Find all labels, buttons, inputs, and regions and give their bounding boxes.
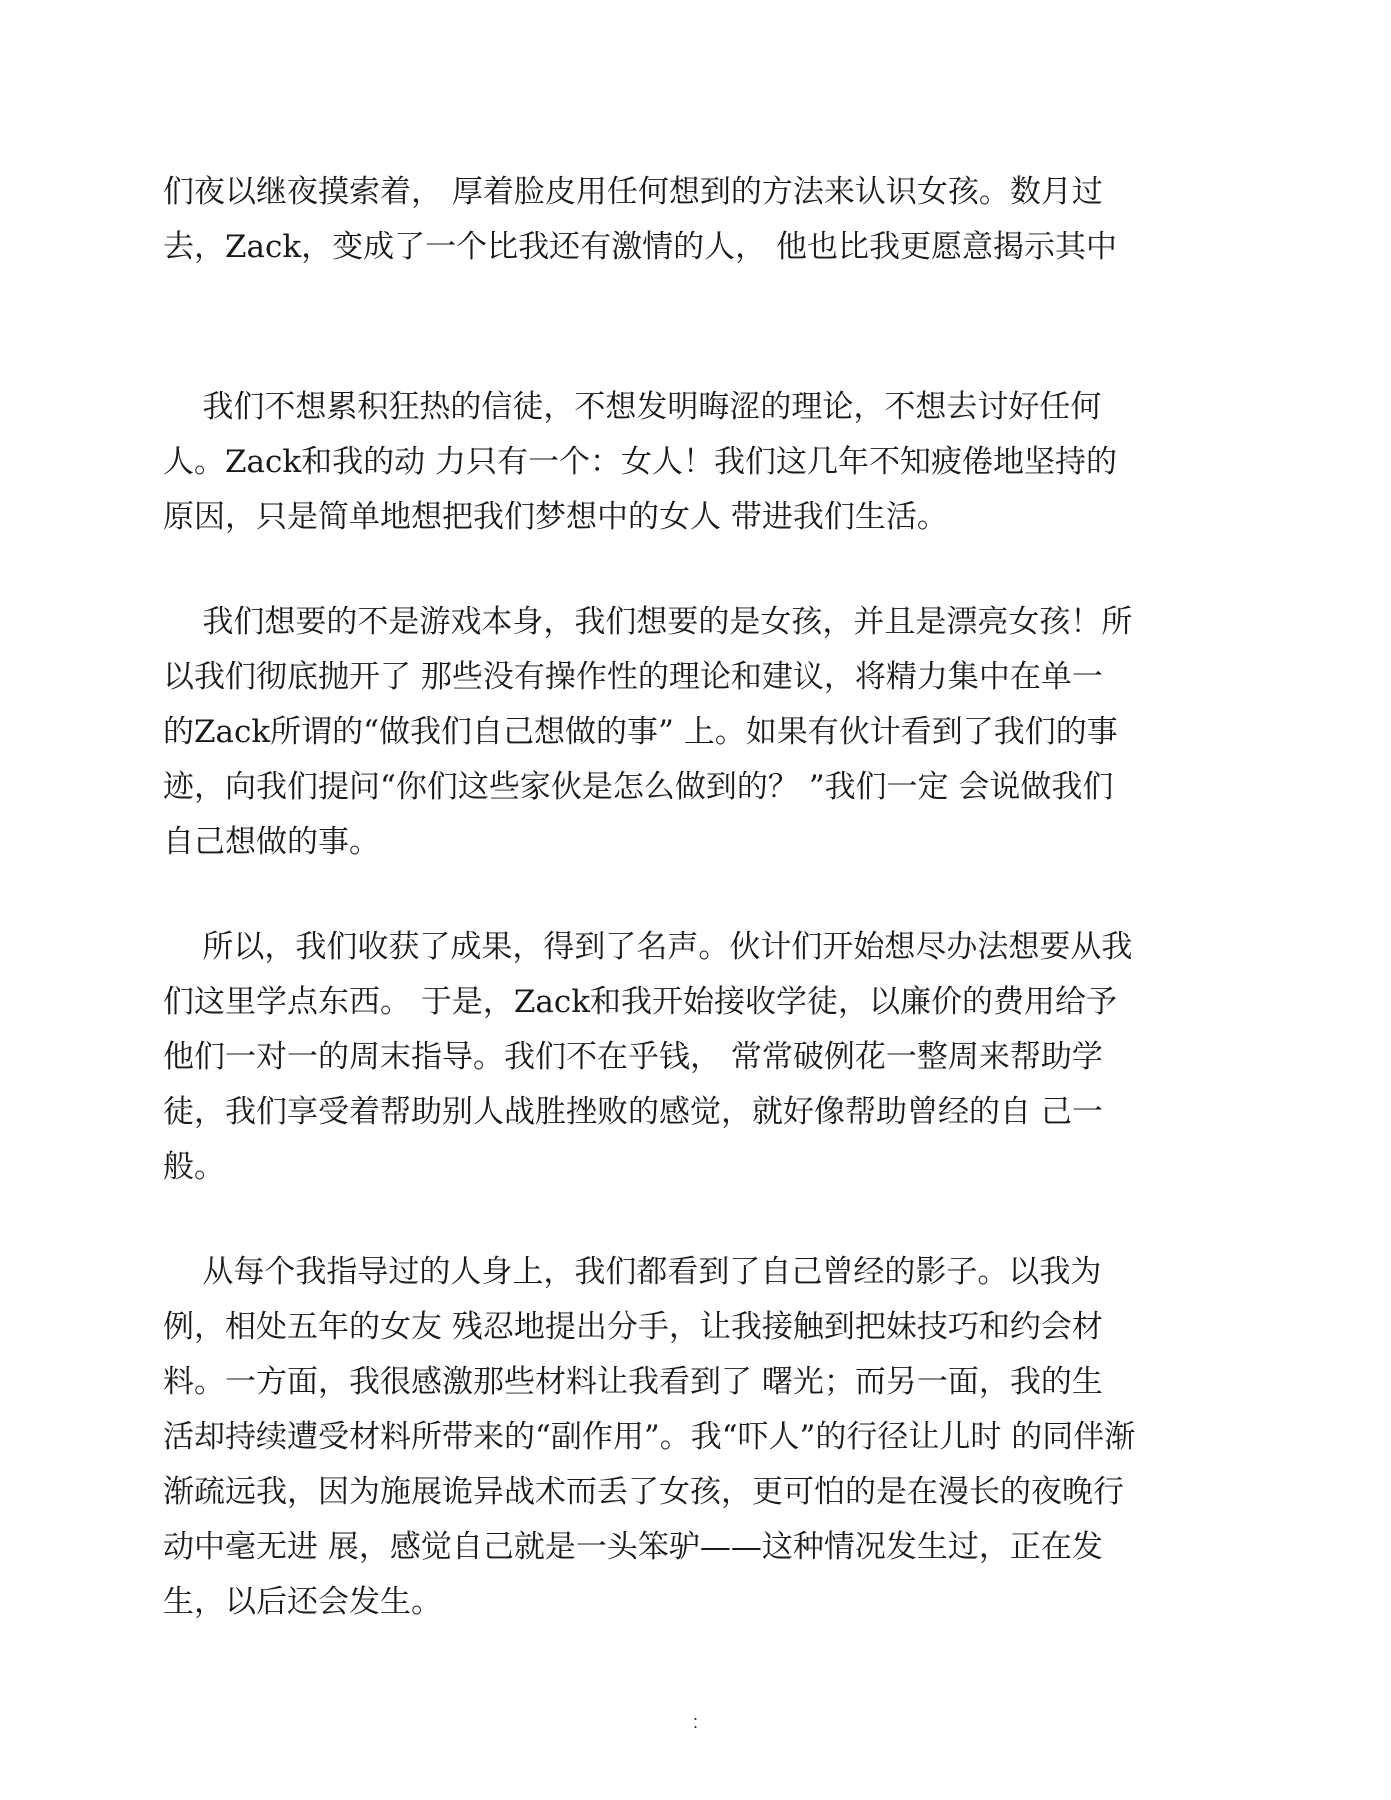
text-line: 般。 [163,1149,225,1185]
text-line: 人。Zack和我的动 力只有一个：女人！我们这几年不知疲倦地坚持的 [163,444,1118,480]
paragraph-5 [163,1245,1233,1630]
text-line: 迹，向我们提问“你们这些家伙是怎么做到的？ ”我们一定 会说做我们 [163,769,1114,805]
text-line: 渐疏远我，因为施展诡异战术而丢了女孩，更可怕的是在漫长的夜晚行 [163,1474,1124,1510]
paragraph-2 [163,380,1233,545]
page-footer-marker: : [692,1712,698,1732]
text-line: 料。一方面，我很感激那些材料让我看到了 曙光；而另一面，我的生 [163,1364,1103,1400]
text-line: 们这里学点东西。 于是，Zack和我开始接收学徒，以廉价的费用给予 [163,984,1118,1020]
paragraph-3 [163,595,1233,870]
text-line: 从每个我指导过的人身上，我们都看到了自己曾经的影子。以我为 [163,1254,1102,1290]
text-line: 动中毫无进 展，感觉自己就是一头笨驴——这种情况发生过，正在发 [163,1529,1103,1565]
paragraph-4 [163,920,1233,1195]
text-line: 以我们彻底抛开了 那些没有操作性的理论和建议，将精力集中在单一 [163,659,1103,695]
text-line: 去，Zack，变成了一个比我还有激情的人， 他也比我更愿意揭示其中 [163,229,1118,265]
text-line: 所以，我们收获了成果，得到了名声。伙计们开始想尽办法想要从我 [163,929,1133,965]
text-line: 自己想做的事。 [163,824,380,860]
text-line: 他们一对一的周末指导。我们不在乎钱， 常常破例花一整周来帮助学 [163,1039,1103,1075]
text-line: 例，相处五年的女友 残忍地提出分手，让我接触到把妹技巧和约会材 [163,1309,1103,1345]
document-body [163,165,1233,1630]
text-line: 活却持续遭受材料所带来的“副作用”。我“吓人”的行径让儿时 的同伴渐 [163,1419,1136,1455]
text-line: 我们不想累积狂热的信徒，不想发明晦涩的理论，不想去讨好任何 [163,389,1102,425]
paragraph-1 [163,165,1233,275]
text-line: 们夜以继夜摸索着， 厚着脸皮用任何想到的方法来认识女孩。数月过 [163,174,1103,210]
text-line: 徒，我们享受着帮助别人战胜挫败的感觉，就好像帮助曾经的自 己一 [163,1094,1103,1130]
text-line: 生，以后还会发生。 [163,1584,442,1620]
text-line: 我们想要的不是游戏本身，我们想要的是女孩，并且是漂亮女孩！所 [163,604,1133,640]
text-line: 原因，只是简单地想把我们梦想中的女人 带进我们生活。 [163,499,948,535]
text-line: 的Zack所谓的“做我们自己想做的事” 上。如果有伙计看到了我们的事 [163,714,1118,750]
